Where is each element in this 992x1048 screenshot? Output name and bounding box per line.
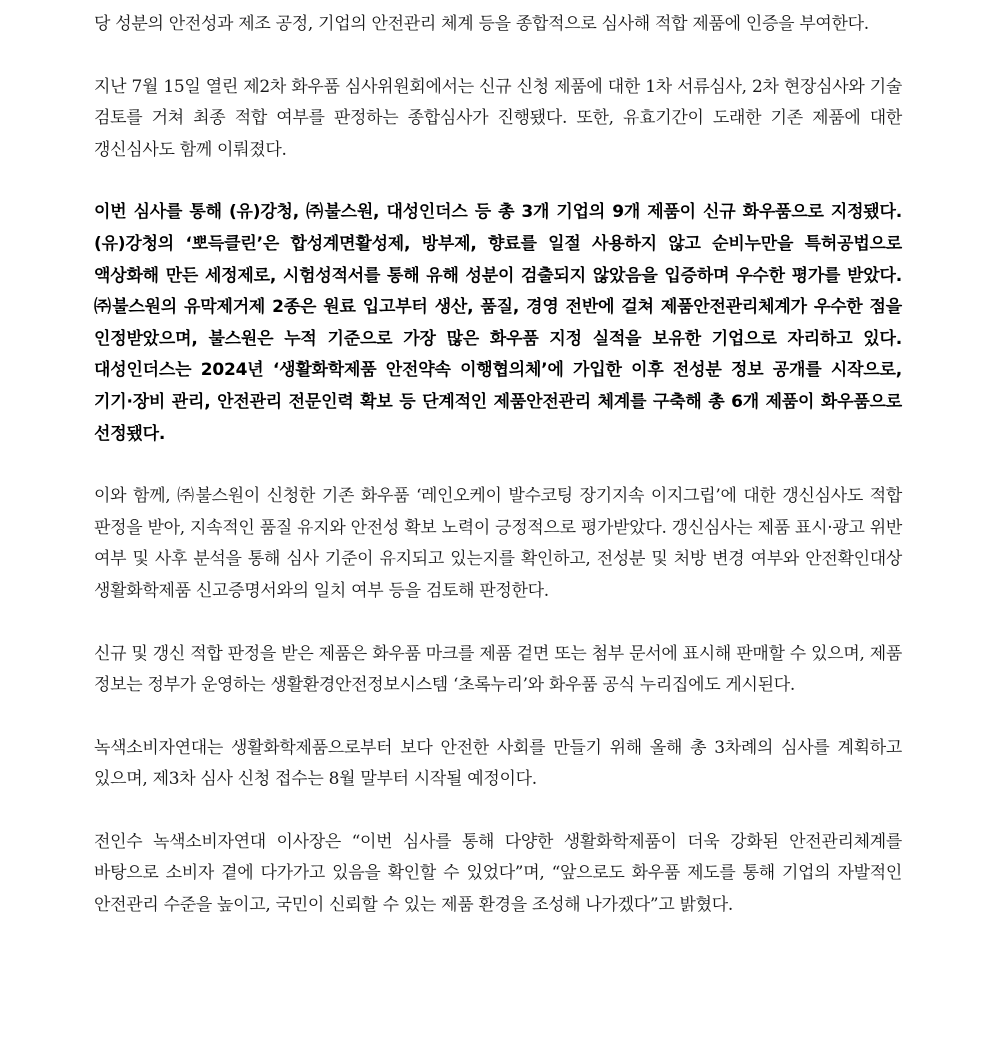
paragraph-mark-usage: 신규 및 갱신 적합 판정을 받은 제품은 화우품 마크를 제품 겉면 또는 첨부 문서에 표시해 판매할 수 있으며, 제품 정보는 정부가 운영하는 생활환경안전정보시스템 ‘초록누리’와 화우품 공식 누리집에도 게시된다.	[94, 643, 902, 696]
paragraph-review-schedule: 녹색소비자연대는 생활화학제품으로부터 보다 안전한 사회를 만들기 위해 올해 총 3차례의 심사를 계획하고 있으며, 제3차 심사 신청 접수는 8월 말부터 시작될 예정이다.	[94, 737, 902, 790]
paragraph-certification-intro: 당 성분의 안전성과 제조 공정, 기업의 안전관리 체계 등을 종합적으로 심사해 적합 제품에 인증을 부여한다.	[94, 14, 869, 34]
paragraph-spacer	[94, 166, 902, 197]
paragraph-review-committee: 지난 7월 15일 열린 제2차 화우품 심사위원회에서는 신규 신청 제품에 대한 1차 서류심사, 2차 현장심사와 기술 검토를 거쳐 최종 적합 여부를 판정하는 종합심사가 진행됐다. 또한, 유효기간이 도래한 기존 제품에 대한 갱신심사도 함께 이뤄졌다.	[94, 76, 902, 160]
paragraph-new-designations: 이번 심사를 통해 (유)강청, ㈜불스원, 대성인더스 등 총 3개 기업의 9개 제품이 신규 화우품으로 지정됐다. (유)강청의 ‘뽀득클린’은 합성계면활성제, 방부제, 향료를 일절 사용하지 않고 순비누만을 특허공법으로 액상화해 만든 세정제로, 시험성적서를 통해 유해 성분이 검출되지 않았음을 입증하며 우수한 평가를 받았다. ㈜불스원의 유막제거제 2종은 원료 입고부터 생산, 품질, 경영 전반에 걸쳐 제품안전관리체계가 우수한 점을 인정받았으며, 불스원은 누적 기준으로 가장 많은 화우품 지정 실적을 보유한 기업으로 자리하고 있다. 대성인더스는 2024년 ‘생활화학제품 안전약속 이행협의체’에 가입한 이후 전성분 정보 공개를 시작으로, 기기·장비 관리, 안전관리 전문인력 확보 등 단계적인 제품안전관리 체계를 구축해 총 6개 제품이 화우품으로 선정됐다.	[94, 202, 902, 444]
paragraph-chairman-quote: 전인수 녹색소비자연대 이사장은 “이번 심사를 통해 다양한 생활화학제품이 더욱 강화된 안전관리체계를 바탕으로 소비자 곁에 다가가고 있음을 확인할 수 있었다”며, “앞으로도 화우품 제도를 통해 기업의 자발적인 안전관리 수준을 높이고, 국민이 신뢰할 수 있는 제품 환경을 조성해 나가겠다”고 밝혔다.	[94, 831, 902, 916]
paragraph-renewal-review: 이와 함께, ㈜불스원이 신청한 기존 화우품 ‘레인오케이 발수코팅 장기지속 이지그립’에 대한 갱신심사도 적합 판정을 받아, 지속적인 품질 유지와 안전성 확보 노력이 긍정적으로 평가받았다. 갱신심사는 제품 표시·광고 위반 여부 및 사후 분석을 통해 심사 기준이 유지되고 있는지를 확인하고, 전성분 및 처방 변경 여부와 안전확인대상 생활화학제품 신고증명서와의 일치 여부 등을 검토해 판정한다.	[94, 486, 902, 601]
paragraph-spacer	[94, 450, 902, 481]
paragraph-spacer	[94, 41, 902, 72]
paragraph-spacer	[94, 702, 902, 733]
paragraph-spacer	[94, 608, 902, 639]
article-body	[94, 9, 902, 922]
paragraph-spacer	[94, 796, 902, 827]
